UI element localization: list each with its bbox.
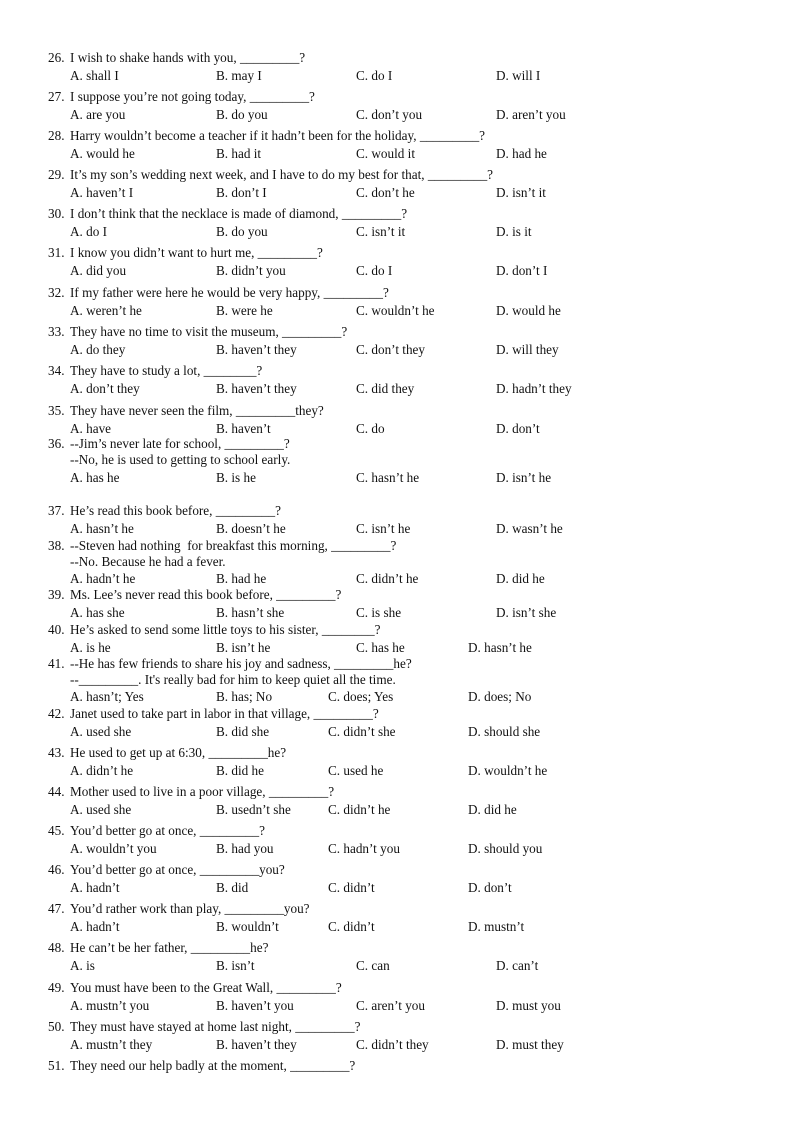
answer-option[interactable]: C. didn’t [328, 919, 375, 934]
answer-option[interactable]: A. do I [70, 224, 107, 239]
question-text: I suppose you’re not going today, _________? [70, 89, 315, 104]
question-number: 43. [48, 745, 65, 760]
question-stem [48, 245, 768, 261]
answer-option[interactable]: A. hadn’t [70, 880, 120, 895]
answer-option[interactable]: D. does; No [468, 689, 532, 704]
question-stem [48, 503, 768, 519]
question-stem [48, 128, 768, 144]
question-number: 30. [48, 206, 65, 221]
answer-option[interactable]: A. have [70, 421, 112, 436]
question-number: 47. [48, 901, 65, 916]
question-text: I wish to shake hands with you, _________? [70, 50, 306, 65]
answer-option[interactable]: D. would he [496, 303, 561, 318]
question-text: If my father were here he would be very happy, _________? [70, 285, 389, 300]
answer-option[interactable]: C. don’t you [356, 107, 423, 122]
answer-option[interactable]: A. mustn’t they [70, 1037, 153, 1052]
answer-option[interactable]: D. hasn’t he [468, 640, 532, 655]
question-number: 34. [48, 363, 65, 378]
answer-option[interactable]: C. aren’t you [356, 998, 425, 1013]
answer-option[interactable]: C. didn’t they [356, 1037, 429, 1052]
answer-option[interactable]: C. do I [356, 263, 393, 278]
answer-option[interactable]: B. may I [216, 68, 262, 83]
answer-option[interactable]: A. did you [70, 263, 127, 278]
answer-option[interactable]: A. would he [70, 146, 135, 161]
answer-option[interactable]: D. should she [468, 724, 541, 739]
question-text: --Jim’s never late for school, _________? [70, 436, 290, 451]
question-text: It’s my son’s wedding next week, and I have to do my best for that, _________? [70, 167, 494, 182]
question-text: He’s asked to send some little toys to his sister, ________? [70, 622, 381, 637]
answer-option[interactable]: A. has she [70, 605, 125, 620]
answer-option[interactable]: C. didn’t he [356, 571, 419, 586]
answer-option[interactable]: A. are you [70, 107, 126, 122]
question-text: You must have been to the Great Wall, _________? [70, 980, 342, 995]
question-number: 38. [48, 538, 65, 553]
answer-option[interactable]: A. didn’t he [70, 763, 134, 778]
question-text: --He has few friends to share his joy and sadness, _________he? [70, 656, 412, 671]
answer-option[interactable]: C. didn’t [328, 880, 375, 895]
answer-option[interactable]: D. must they [496, 1037, 564, 1052]
question-number: 26. [48, 50, 65, 65]
question-stem [48, 784, 768, 800]
question-number: 48. [48, 940, 65, 955]
question-number: 51. [48, 1058, 65, 1073]
answer-option[interactable]: A. hasn’t he [70, 521, 134, 536]
question-number: 39. [48, 587, 65, 602]
answer-option[interactable]: C. didn’t he [328, 802, 391, 817]
answer-option[interactable]: C. can [356, 958, 390, 973]
question-number: 49. [48, 980, 65, 995]
answer-option[interactable]: C. would it [356, 146, 415, 161]
question-number: 36. [48, 436, 65, 451]
question-number: 45. [48, 823, 65, 838]
answer-option[interactable]: D. isn’t she [496, 605, 557, 620]
answer-option[interactable]: C. wouldn’t he [356, 303, 435, 318]
answer-option[interactable]: A. hadn’t [70, 919, 120, 934]
answer-option[interactable]: B. haven’t you [216, 998, 294, 1013]
question-text: They must have stayed at home last night, _________? [70, 1019, 361, 1034]
question-stem [48, 167, 768, 183]
answer-option[interactable]: B. haven’t [216, 421, 271, 436]
question-stem [48, 89, 768, 105]
answer-option[interactable]: C. used he [328, 763, 384, 778]
question-text: They have never seen the film, _________they? [70, 403, 324, 418]
question-number: 32. [48, 285, 65, 300]
answer-option[interactable]: A. haven’t I [70, 185, 134, 200]
answer-option[interactable]: C. is she [356, 605, 402, 620]
question-text: They have to study a lot, ________? [70, 363, 263, 378]
question-text: Harry wouldn’t become a teacher if it hadn’t been for the holiday, _________? [70, 128, 486, 143]
question-stem [48, 1058, 768, 1074]
question-text: I know you didn’t want to hurt me, _________? [70, 245, 323, 260]
question-stem [48, 436, 768, 452]
question-number: 27. [48, 89, 65, 104]
answer-option[interactable]: A. do they [70, 342, 126, 357]
question-stem [48, 823, 768, 839]
answer-option[interactable]: B. wouldn’t [216, 919, 279, 934]
answer-option[interactable]: D. did he [496, 571, 545, 586]
answer-option[interactable]: D. will I [496, 68, 541, 83]
question-stem [48, 363, 768, 379]
question-stem [48, 587, 768, 603]
question-number: 50. [48, 1019, 65, 1034]
answer-option[interactable]: D. don’t I [496, 263, 548, 278]
dialogue-line: --No. Because he had a fever. [70, 554, 226, 569]
question-stem [48, 622, 768, 638]
answer-option[interactable]: C. did they [356, 381, 415, 396]
answer-option[interactable]: D. isn’t it [496, 185, 546, 200]
dialogue-line: --No, he is used to getting to school early. [70, 452, 291, 467]
question-number: 37. [48, 503, 65, 518]
answer-option[interactable]: B. has; No [216, 689, 273, 704]
answer-option[interactable]: B. did she [216, 724, 270, 739]
question-stem [48, 285, 768, 301]
answer-option[interactable]: D. wasn’t he [496, 521, 563, 536]
answer-option[interactable]: D. had he [496, 146, 547, 161]
answer-option[interactable]: B. had it [216, 146, 262, 161]
answer-option[interactable]: C. has he [356, 640, 405, 655]
answer-option[interactable]: D. did he [468, 802, 517, 817]
answer-option[interactable]: D. can’t [496, 958, 539, 973]
answer-option[interactable]: A. shall I [70, 68, 119, 83]
question-number: 40. [48, 622, 65, 637]
answer-option[interactable]: A. has he [70, 470, 120, 485]
answer-option[interactable]: B. had you [216, 841, 274, 856]
answer-option[interactable]: D. mustn’t [468, 919, 525, 934]
question-number: 35. [48, 403, 65, 418]
question-stem [48, 940, 768, 956]
question-text: Mother used to live in a poor village, _________? [70, 784, 335, 799]
answer-option[interactable]: C. isn’t he [356, 521, 411, 536]
answer-option[interactable]: B. do you [216, 224, 268, 239]
answer-option[interactable]: D. don’t [496, 421, 540, 436]
answer-option[interactable]: B. do you [216, 107, 268, 122]
question-number: 29. [48, 167, 65, 182]
answer-option[interactable]: D. isn’t he [496, 470, 552, 485]
question-stem [48, 538, 768, 554]
question-text: He can’t be her father, _________he? [70, 940, 269, 955]
answer-option[interactable]: B. is he [216, 470, 256, 485]
question-stem [48, 706, 768, 722]
answer-option[interactable]: D. will they [496, 342, 559, 357]
answer-option[interactable]: D. must you [496, 998, 561, 1013]
question-stem [48, 403, 768, 419]
answer-option[interactable]: A. wouldn’t you [70, 841, 157, 856]
answer-option[interactable]: B. isn’t [216, 958, 255, 973]
question-stem [48, 50, 768, 66]
question-text: You’d rather work than play, _________you? [70, 901, 310, 916]
question-text: --Steven had nothing for breakfast this morning, _________? [70, 538, 397, 553]
answer-option[interactable]: B. haven’t they [216, 342, 297, 357]
answer-option[interactable]: B. doesn’t he [216, 521, 286, 536]
question-number: 44. [48, 784, 65, 799]
question-text: They have no time to visit the museum, _________? [70, 324, 348, 339]
answer-option[interactable]: D. is it [496, 224, 532, 239]
question-number: 31. [48, 245, 65, 260]
answer-option[interactable]: C. isn’t it [356, 224, 406, 239]
answer-option[interactable]: C. don’t he [356, 185, 415, 200]
question-stem [48, 324, 768, 340]
answer-option[interactable]: B. had he [216, 571, 267, 586]
dialogue-line: --_________. It's really bad for him to keep quiet all the time. [70, 672, 396, 687]
answer-option[interactable]: A. is [70, 958, 95, 973]
answer-option[interactable]: A. is he [70, 640, 111, 655]
question-text: I don’t think that the necklace is made of diamond, _________? [70, 206, 408, 221]
question-stem [48, 656, 768, 672]
answer-option[interactable]: B. isn’t he [216, 640, 271, 655]
answer-option[interactable]: B. usedn’t she [216, 802, 291, 817]
question-number: 33. [48, 324, 65, 339]
question-stem [48, 901, 768, 917]
answer-option[interactable]: D. hadn’t they [496, 381, 572, 396]
answer-option[interactable]: A. don’t they [70, 381, 140, 396]
answer-option[interactable]: B. did he [216, 763, 264, 778]
question-text: They need our help badly at the moment, _________? [70, 1058, 356, 1073]
answer-option[interactable]: A. mustn’t you [70, 998, 150, 1013]
answer-option[interactable]: D. aren’t you [496, 107, 566, 122]
answer-option[interactable]: C. hasn’t he [356, 470, 420, 485]
question-text: You’d better go at once, _________you? [70, 862, 285, 877]
question-text: He used to get up at 6:30, _________he? [70, 745, 287, 760]
answer-option[interactable]: C. does; Yes [328, 689, 394, 704]
question-stem [48, 745, 768, 761]
answer-option[interactable]: B. didn’t you [216, 263, 286, 278]
answer-option[interactable]: C. do I [356, 68, 393, 83]
question-stem [48, 980, 768, 996]
answer-option[interactable]: B. were he [216, 303, 273, 318]
question-stem [48, 1019, 768, 1035]
answer-option[interactable]: A. used she [70, 802, 132, 817]
question-number: 46. [48, 862, 65, 877]
answer-option[interactable]: D. should you [468, 841, 543, 856]
answer-option[interactable]: A. hadn’t he [70, 571, 136, 586]
answer-option[interactable]: C. do [356, 421, 385, 436]
question-text: He’s read this book before, _________? [70, 503, 281, 518]
question-text: Janet used to take part in labor in that village, _________? [70, 706, 379, 721]
answer-option[interactable]: B. did [216, 880, 249, 895]
question-text: You’d better go at once, _________? [70, 823, 265, 838]
answer-option[interactable]: A. weren’t he [70, 303, 142, 318]
answer-option[interactable]: A. hasn’t; Yes [70, 689, 144, 704]
question-stem [48, 206, 768, 222]
answer-option[interactable]: C. don’t they [356, 342, 425, 357]
answer-option[interactable]: D. wouldn’t he [468, 763, 548, 778]
question-number: 42. [48, 706, 65, 721]
answer-option[interactable]: B. don’t I [216, 185, 267, 200]
answer-option[interactable]: C. hadn’t you [328, 841, 400, 856]
answer-option[interactable]: B. hasn’t she [216, 605, 285, 620]
question-number: 41. [48, 656, 65, 671]
question-text: Ms. Lee’s never read this book before, _________? [70, 587, 342, 602]
answer-option[interactable]: C. didn’t she [328, 724, 396, 739]
answer-option[interactable]: A. used she [70, 724, 132, 739]
answer-option[interactable]: D. don’t [468, 880, 512, 895]
question-stem [48, 862, 768, 878]
answer-option[interactable]: B. haven’t they [216, 381, 297, 396]
question-number: 28. [48, 128, 65, 143]
answer-option[interactable]: B. haven’t they [216, 1037, 297, 1052]
